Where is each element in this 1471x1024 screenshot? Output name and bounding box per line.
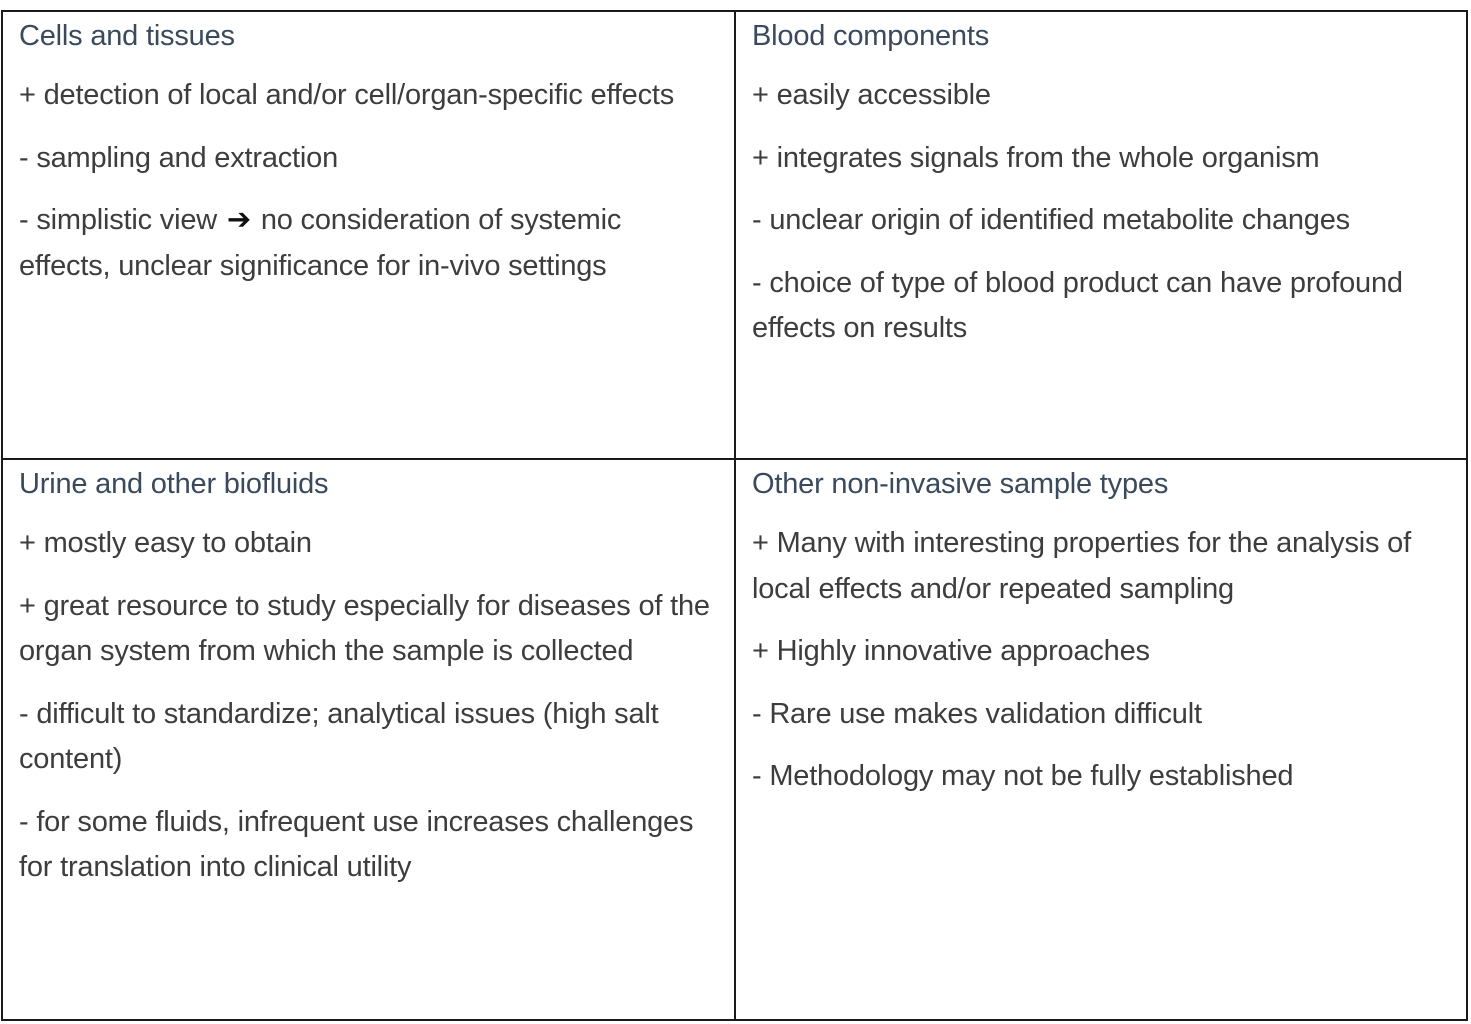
list-item: - sampling and extraction — [19, 141, 338, 174]
list-item: - Methodology may not be fully established — [752, 760, 1294, 792]
cell-cells-and-tissues — [3, 12, 736, 460]
list-item: - for some fluids, infrequent use increases challenges for translation into clinical utility — [19, 805, 694, 883]
cell-other-non-invasive-sample-types — [736, 460, 1466, 1019]
cell-title: Urine and other biofluids — [19, 468, 329, 500]
sample-types-table — [1, 10, 1468, 1021]
right-arrow-icon: ➔ — [226, 204, 251, 236]
list-item: + Many with interesting properties for the analysis of local effects and/or repeated sampling — [752, 527, 1411, 605]
list-item: + mostly easy to obtain — [19, 527, 312, 559]
list-item: - Rare use makes validation difficult — [752, 697, 1202, 730]
list-item — [19, 198, 720, 289]
cell-title: Cells and tissues — [19, 20, 235, 52]
list-item: - unclear origin of identified metabolite changes — [752, 204, 1350, 236]
list-item: + easily accessible — [752, 79, 991, 111]
list-item: + detection of local and/or cell/organ-specific effects — [19, 79, 675, 111]
cell-blood-components — [736, 12, 1466, 460]
cell-title: Other non-invasive sample types — [752, 468, 1169, 500]
list-item: + Highly innovative approaches — [752, 635, 1150, 667]
list-item: - choice of type of blood product can have profound effects on results — [752, 266, 1403, 344]
item-text-after-arrow: no consideration of systemic effects, unclear significance for in-vivo settings — [19, 204, 622, 282]
list-item: - difficult to standardize; analytical issues (high salt content) — [19, 697, 659, 775]
cell-urine-and-other-biofluids — [3, 460, 736, 1019]
list-item: + integrates signals from the whole organism — [752, 141, 1320, 174]
item-text-before-arrow: - simplistic view — [19, 204, 217, 236]
list-item: + great resource to study especially for diseases of the organ system from which the sample is collected — [19, 589, 710, 667]
cell-title: Blood components — [752, 20, 990, 52]
